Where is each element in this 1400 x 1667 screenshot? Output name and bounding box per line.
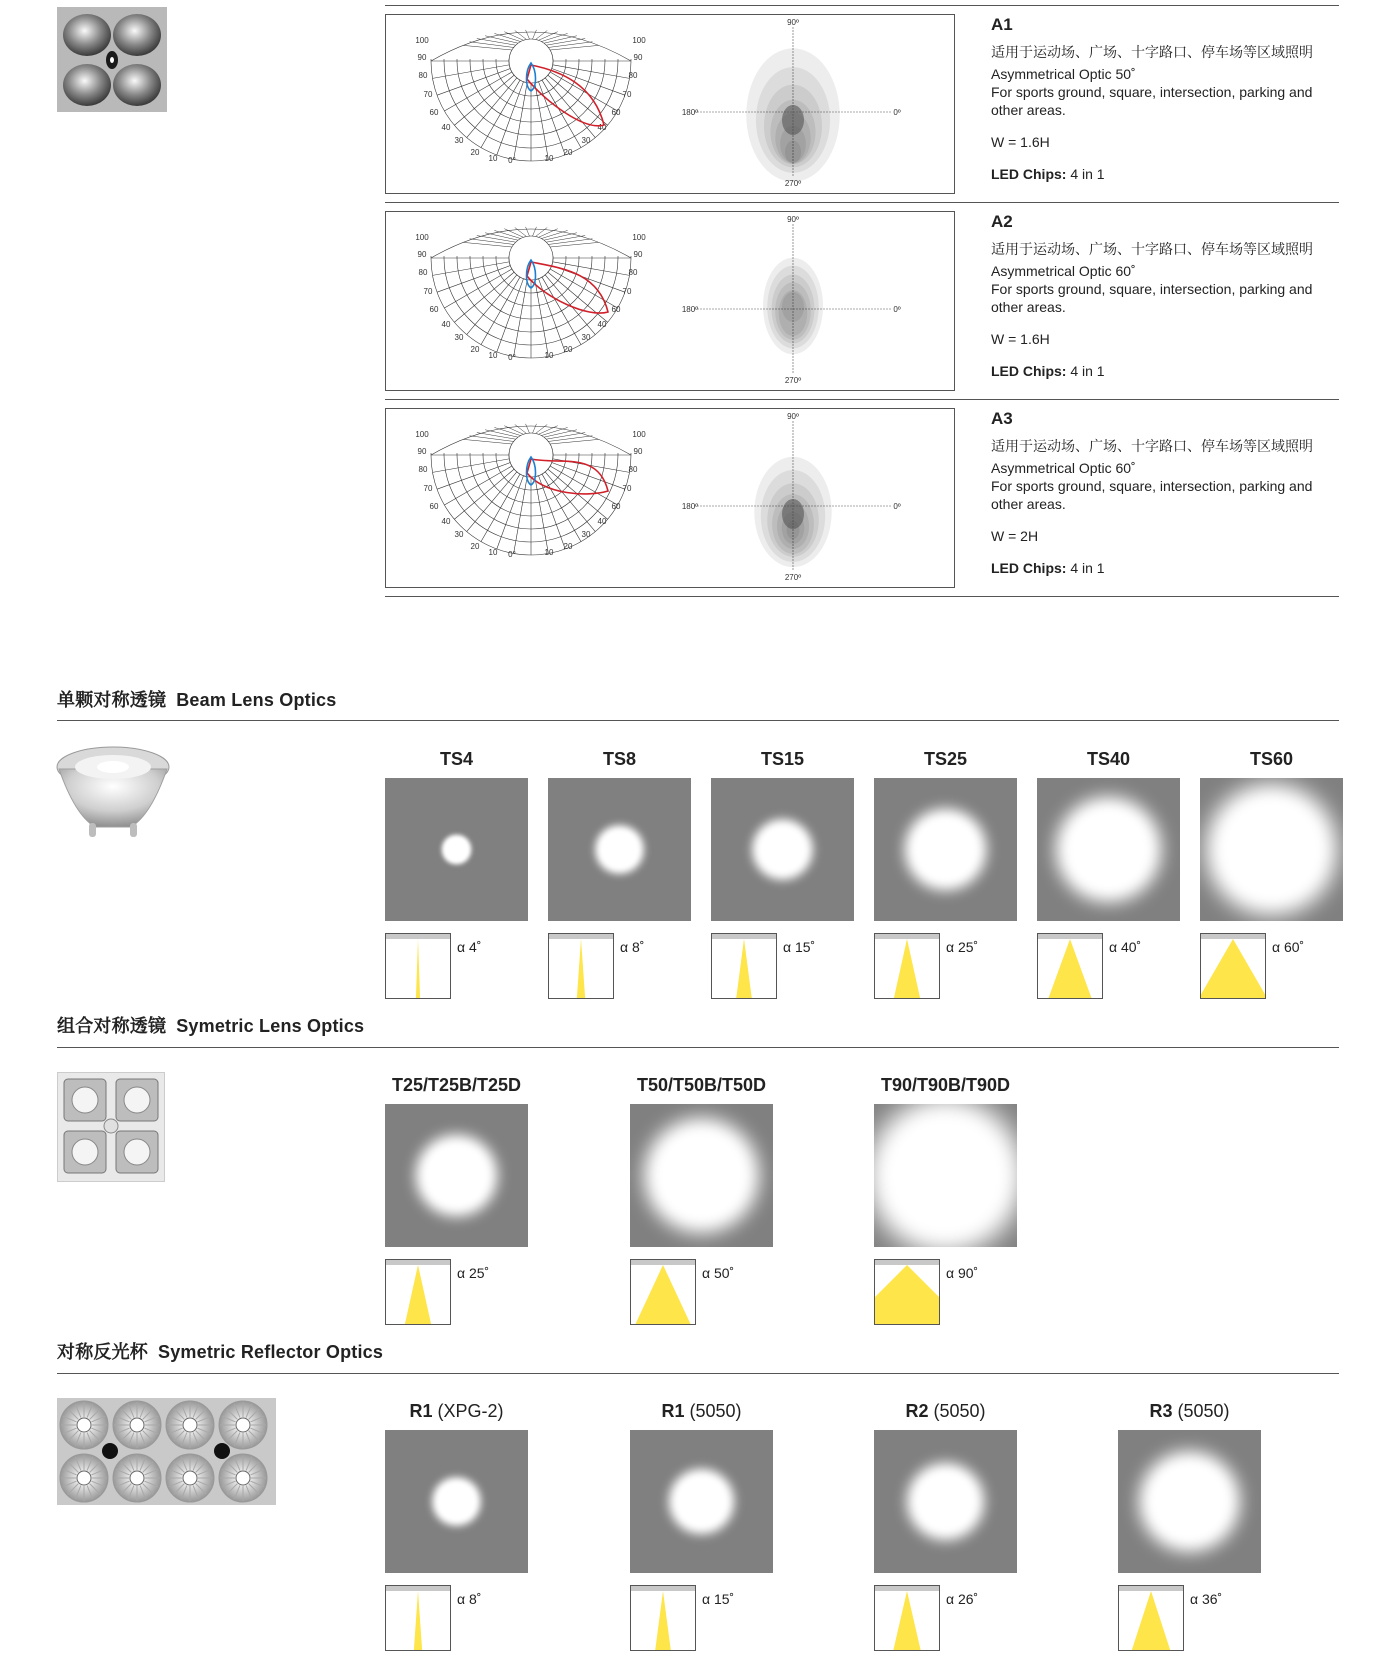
polar-scale-label: 30 xyxy=(581,136,591,145)
optic-description: For sports ground, square, intersection, parking and other areas. xyxy=(991,281,1313,315)
optic-code: A3 xyxy=(991,409,1013,428)
light-spot xyxy=(911,815,980,884)
beam-cone xyxy=(405,1265,431,1324)
beam-angle-label: α 36˚ xyxy=(1190,1591,1223,1607)
polar-scale-label: 70 xyxy=(622,287,632,296)
iso-axis-label: 90º xyxy=(787,18,799,27)
beam-angle-diagram xyxy=(385,1585,451,1651)
polar-scale-label: 70 xyxy=(622,484,632,493)
polar-scale-label: 100 xyxy=(415,430,429,439)
polar-scale-label: 80 xyxy=(628,71,638,80)
polar-scale-label: 70 xyxy=(423,90,433,99)
row-divider xyxy=(385,596,1339,597)
section-divider xyxy=(57,1047,1339,1048)
beam-angle-label: α 60˚ xyxy=(1272,939,1305,955)
beam-label: TS15 xyxy=(760,749,805,769)
row-divider xyxy=(385,399,1339,400)
beam-label: R1 (5050) xyxy=(661,1401,742,1421)
optic-width-ratio: W = 2H xyxy=(991,528,1039,544)
beam-spot-image xyxy=(385,778,528,921)
polar-scale-label: 30 xyxy=(454,530,464,539)
polar-scale-label: 20 xyxy=(563,345,573,354)
beam-cone xyxy=(893,1591,920,1650)
light-spot xyxy=(444,837,468,861)
optic-type: Asymmetrical Optic 60˚ xyxy=(991,460,1136,476)
beam-label: TS25 xyxy=(923,749,968,769)
beam-angle-label: α 25˚ xyxy=(457,1265,490,1281)
optic-info-a1 xyxy=(991,16,1341,183)
distribution-diagram-a2 xyxy=(385,211,955,391)
iso-axis-label: 180º xyxy=(681,305,699,314)
optic-width-ratio: W = 1.6H xyxy=(991,134,1050,150)
beam-lens-photo xyxy=(55,745,171,841)
iso-axis-label: 180º xyxy=(681,502,699,511)
section-title-reflector: 对称反光杯 Symetric Reflector Optics xyxy=(57,1342,384,1362)
polar-scale-label: 30 xyxy=(454,333,464,342)
iso-axis-label: 0º xyxy=(893,108,901,117)
beam-angle-label: α 26˚ xyxy=(946,1591,979,1607)
light-spot xyxy=(1147,1459,1233,1545)
beam-cone xyxy=(1132,1591,1170,1650)
polar-scale-label: 40 xyxy=(597,320,607,329)
beam-cone xyxy=(875,1265,939,1324)
polar-scale-label: 10 xyxy=(488,548,498,557)
polar-scale-label: 60 xyxy=(611,305,621,314)
beam-label: T25/T25B/T25D xyxy=(391,1075,522,1095)
light-spot xyxy=(757,824,808,875)
polar-scale-label: 80 xyxy=(418,71,428,80)
beam-angle-label: α 4˚ xyxy=(457,939,482,955)
iso-axis-label: 270º xyxy=(784,376,802,385)
beam-angle-label: α 15˚ xyxy=(702,1591,735,1607)
polar-scale-label: 20 xyxy=(470,542,480,551)
polar-scale-label: 90 xyxy=(633,447,643,456)
light-spot xyxy=(913,1469,979,1535)
polar-scale-label: 100 xyxy=(415,36,429,45)
light-spot xyxy=(1064,805,1153,894)
optic-usage-cn: 适用于运动场、广场、十字路口、停车场等区域照明 xyxy=(991,44,1313,60)
polar-scale-label: 60 xyxy=(429,108,439,117)
polar-scale-label: 70 xyxy=(622,90,632,99)
polar-scale-label: 10 xyxy=(488,351,498,360)
light-spot xyxy=(599,829,639,869)
beam-cone xyxy=(1049,939,1092,998)
polar-scale-label: 80 xyxy=(418,268,428,277)
polar-scale-label: 100 xyxy=(632,233,646,242)
beam-spot-image xyxy=(874,1104,1017,1247)
polar-scale-label: 60 xyxy=(429,502,439,511)
light-spot xyxy=(653,1127,750,1224)
beam-angle-label: α 8˚ xyxy=(457,1591,482,1607)
polar-scale-label: 70 xyxy=(423,287,433,296)
beam-angle-diagram xyxy=(630,1585,696,1651)
optic-info-a2 xyxy=(991,213,1341,380)
polar-scale-label: 0° xyxy=(508,353,516,362)
beam-spot-image xyxy=(548,778,691,921)
beam-angle-diagram xyxy=(874,1585,940,1651)
optic-width-ratio: W = 1.6H xyxy=(991,331,1050,347)
polar-scale-label: 80 xyxy=(628,465,638,474)
polar-scale-label: 10 xyxy=(544,548,554,557)
polar-scale-label: 10 xyxy=(544,351,554,360)
light-spot xyxy=(1216,794,1328,906)
row-divider xyxy=(385,202,1339,203)
beam-angle-diagram xyxy=(1200,933,1266,999)
beam-label: T90/T90B/T90D xyxy=(880,1075,1011,1095)
beam-cone xyxy=(655,1591,671,1650)
section-title-beam-lens: 单颗对称透镜 Beam Lens Optics xyxy=(57,690,337,710)
distribution-diagram-a3 xyxy=(385,408,955,588)
section-divider xyxy=(57,720,1339,721)
beam-spot-image xyxy=(874,1430,1017,1573)
beam-cone xyxy=(416,939,420,998)
beam-spot-image xyxy=(1118,1430,1261,1573)
beam-spot-image xyxy=(711,778,854,921)
iso-axis-label: 270º xyxy=(784,573,802,582)
section-title-symmetric-lens: 组合对称透镜 Symetric Lens Optics xyxy=(57,1016,365,1036)
beam-cone xyxy=(894,939,920,998)
beam-cone xyxy=(635,1265,690,1324)
beam-label: TS40 xyxy=(1086,749,1131,769)
beam-angle-label: α 50˚ xyxy=(702,1265,735,1281)
optic-type: Asymmetrical Optic 60˚ xyxy=(991,263,1136,279)
beam-label: T50/T50B/T50D xyxy=(636,1075,767,1095)
beam-angle-diagram xyxy=(874,933,940,999)
iso-axis-label: 0º xyxy=(893,305,901,314)
polar-scale-label: 0° xyxy=(508,550,516,559)
polar-scale-label: 90 xyxy=(633,250,643,259)
polar-scale-label: 10 xyxy=(544,154,554,163)
beam-spot-image xyxy=(385,1430,528,1573)
polar-scale-label: 20 xyxy=(470,148,480,157)
distribution-diagram-a1 xyxy=(385,14,955,194)
beam-angle-diagram xyxy=(711,933,777,999)
beam-spot-image xyxy=(874,778,1017,921)
polar-scale-label: 40 xyxy=(441,123,451,132)
led-chips: LED Chips: 4 in 1 xyxy=(991,166,1105,182)
polar-scale-label: 70 xyxy=(423,484,433,493)
optic-description: For sports ground, square, intersection, parking and other areas. xyxy=(991,478,1313,512)
beam-spot-image xyxy=(1200,778,1343,921)
polar-scale-label: 40 xyxy=(441,320,451,329)
light-spot xyxy=(880,1110,1012,1242)
optic-type: Asymmetrical Optic 50˚ xyxy=(991,66,1136,82)
iso-axis-label: 270º xyxy=(784,179,802,188)
optic-code: A1 xyxy=(991,15,1013,34)
beam-cone xyxy=(414,1591,422,1650)
symmetric-lens-photo xyxy=(57,1072,165,1182)
polar-scale-label: 60 xyxy=(611,502,621,511)
iso-axis-label: 180º xyxy=(681,108,699,117)
optic-info-a3 xyxy=(991,410,1341,577)
beam-angle-label: α 40˚ xyxy=(1109,939,1142,955)
polar-scale-label: 80 xyxy=(628,268,638,277)
polar-scale-label: 20 xyxy=(563,148,573,157)
beam-cone xyxy=(577,939,585,998)
beam-angle-label: α 25˚ xyxy=(946,939,979,955)
beam-angle-diagram xyxy=(630,1259,696,1325)
polar-scale-label: 0° xyxy=(508,156,516,165)
polar-scale-label: 30 xyxy=(581,333,591,342)
iso-center xyxy=(782,292,804,322)
beam-label: R2 (5050) xyxy=(905,1401,986,1421)
beam-label: TS4 xyxy=(439,749,473,769)
optic-code: A2 xyxy=(991,212,1013,231)
optic-usage-cn: 适用于运动场、广场、十字路口、停车场等区域照明 xyxy=(991,438,1313,454)
optic-description: For sports ground, square, intersection, parking and other areas. xyxy=(991,84,1313,118)
polar-scale-label: 20 xyxy=(563,542,573,551)
section-divider xyxy=(57,1373,1339,1374)
iso-center xyxy=(782,105,804,135)
polar-scale-label: 30 xyxy=(454,136,464,145)
light-spot xyxy=(422,1141,491,1210)
iso-center xyxy=(782,499,804,529)
beam-label: R1 (XPG-2) xyxy=(409,1401,504,1421)
polar-scale-label: 90 xyxy=(417,447,427,456)
beam-angle-label: α 15˚ xyxy=(783,939,816,955)
polar-scale-label: 90 xyxy=(633,53,643,62)
row-divider xyxy=(385,5,1339,6)
polar-scale-label: 100 xyxy=(632,36,646,45)
iso-axis-label: 90º xyxy=(787,412,799,421)
beam-angle-diagram xyxy=(1118,1585,1184,1651)
polar-scale-label: 20 xyxy=(470,345,480,354)
iso-contour xyxy=(785,141,801,164)
beam-label: TS60 xyxy=(1249,749,1294,769)
polar-scale-label: 100 xyxy=(415,233,429,242)
iso-axis-label: 90º xyxy=(787,215,799,224)
polar-scale-label: 100 xyxy=(632,430,646,439)
polar-scale-label: 40 xyxy=(597,123,607,132)
light-spot xyxy=(436,1481,476,1521)
polar-scale-label: 30 xyxy=(581,530,591,539)
beam-angle-diagram xyxy=(1037,933,1103,999)
polar-scale-label: 90 xyxy=(417,53,427,62)
beam-label: R3 (5050) xyxy=(1149,1401,1230,1421)
beam-angle-label: α 8˚ xyxy=(620,939,645,955)
beam-angle-diagram xyxy=(548,933,614,999)
polar-scale-label: 60 xyxy=(611,108,621,117)
beam-spot-image xyxy=(630,1104,773,1247)
polar-scale-label: 90 xyxy=(417,250,427,259)
beam-angle-diagram xyxy=(385,933,451,999)
optic-usage-cn: 适用于运动场、广场、十字路口、停车场等区域照明 xyxy=(991,241,1313,257)
polar-scale-label: 80 xyxy=(418,465,428,474)
polar-scale-label: 10 xyxy=(488,154,498,163)
iso-axis-label: 0º xyxy=(893,502,901,511)
beam-angle-diagram xyxy=(874,1259,940,1325)
beam-cone xyxy=(736,939,752,998)
beam-angle-label: α 90˚ xyxy=(946,1265,979,1281)
beam-angle-diagram xyxy=(385,1259,451,1325)
beam-spot-image xyxy=(1037,778,1180,921)
led-chips: LED Chips: 4 in 1 xyxy=(991,363,1105,379)
asymmetric-lens-photo xyxy=(57,7,167,112)
beam-spot-image xyxy=(385,1104,528,1247)
polar-scale-label: 40 xyxy=(441,517,451,526)
polar-scale-label: 40 xyxy=(597,517,607,526)
beam-label: TS8 xyxy=(602,749,636,769)
led-chips: LED Chips: 4 in 1 xyxy=(991,560,1105,576)
polar-scale-label: 60 xyxy=(429,305,439,314)
reflector-photo xyxy=(57,1398,276,1505)
light-spot xyxy=(674,1474,728,1528)
beam-spot-image xyxy=(630,1430,773,1573)
beam-cone xyxy=(1201,939,1265,998)
